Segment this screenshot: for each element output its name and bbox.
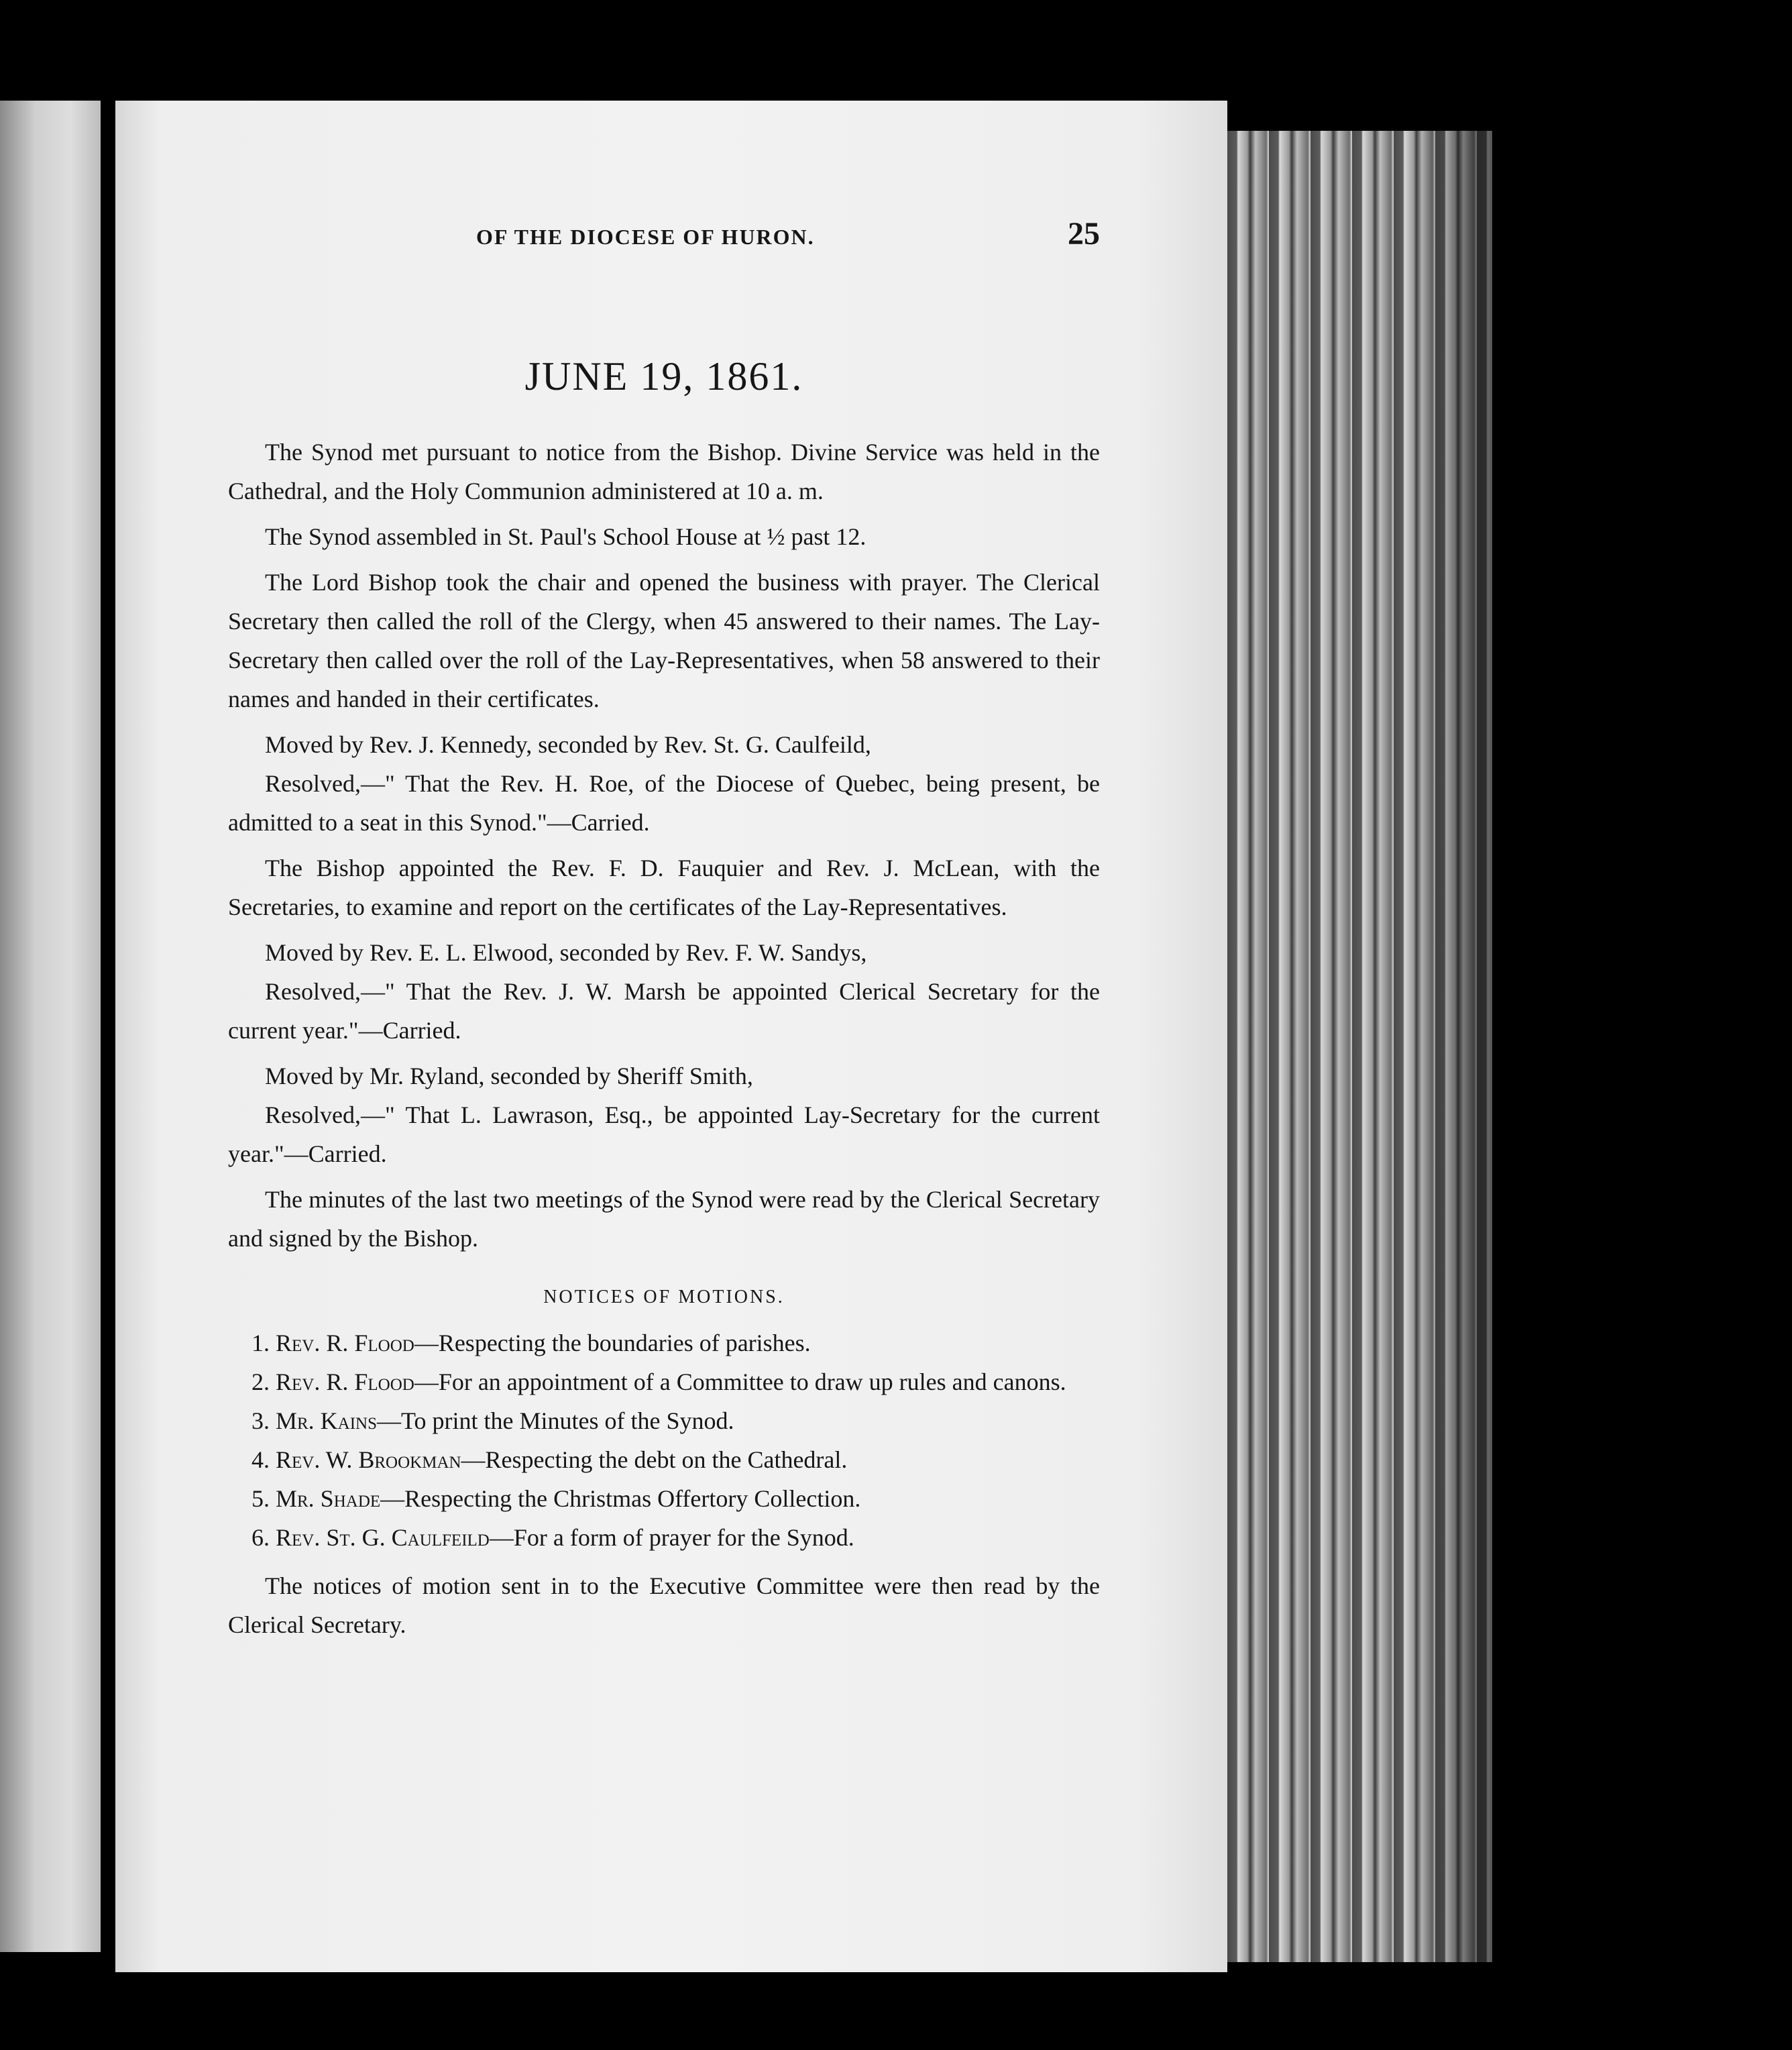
page-number: 25 [1068, 216, 1100, 252]
motion-elwood: Moved by Rev. E. L. Elwood, seconded by Rev. F. W. Sandys, [265, 939, 867, 966]
paragraph-closing: The notices of motion sent in to the Executive Committee were then read by the Clerical Secretary. [228, 1572, 1100, 1638]
page-stack-shadow [1227, 131, 1492, 1962]
notice-item: 5. Mr. Shade—Respecting the Christmas Offertory Collection. [251, 1485, 861, 1512]
running-head-title: OF THE DIOCESE OF HURON. [476, 225, 815, 249]
notice-item: 6. Rev. St. G. Caulfeild—For a form of prayer for the Synod. [251, 1524, 854, 1551]
paragraph-synod-met: The Synod met pursuant to notice from the Bishop. Divine Service was held in the Cathedral, and the Holy Communion administered at 10 a. m. [228, 439, 1100, 504]
page-text-block [228, 215, 1100, 1651]
resolution-lawrason: Resolved,—" That L. Lawrason, Esq., be appointed Lay-Secretary for the current year."—Carried. [228, 1101, 1100, 1167]
book-gutter [101, 101, 115, 1952]
paragraph-minutes: The minutes of the last two meetings of the Synod were read by the Clerical Secretary and signed by the Bishop. [228, 1186, 1100, 1252]
resolution-roe: Resolved,—" That the Rev. H. Roe, of the Diocese of Quebec, being present, be admitted to a seat in this Synod."—Carried. [228, 770, 1100, 836]
notice-item: 2. Rev. R. Flood—For an appointment of a Committee to draw up rules and canons. [251, 1368, 1066, 1395]
notices-heading: NOTICES OF MOTIONS. [543, 1287, 785, 1307]
date-heading: JUNE 19, 1861. [524, 354, 803, 398]
paragraph-synod-assembled: The Synod assembled in St. Paul's School House at ½ past 12. [265, 523, 866, 550]
running-head [228, 215, 1100, 256]
previous-page-edge [0, 101, 101, 1952]
motion-ryland: Moved by Mr. Ryland, seconded by Sheriff Smith, [265, 1063, 753, 1089]
resolution-marsh: Resolved,—" That the Rev. J. W. Marsh be appointed Clerical Secretary for the current year."—Carried. [228, 978, 1100, 1044]
motion-kennedy: Moved by Rev. J. Kennedy, seconded by Rev. St. G. Caulfeild, [265, 731, 871, 758]
notice-item: 1. Rev. R. Flood—Respecting the boundaries of parishes. [251, 1330, 811, 1356]
notice-item: 4. Rev. W. Brookman—Respecting the debt on the Cathedral. [251, 1446, 848, 1473]
notice-item: 3. Mr. Kains—To print the Minutes of the Synod. [251, 1407, 734, 1434]
paragraph-roll-call: The Lord Bishop took the chair and opened the business with prayer. The Clerical Secretary then called the roll of the Clergy, when 45 answered to their names. The Lay-Secretary then called over the roll of the Lay-Representatives, when 58 answered to their names and handed in their certificates. [228, 569, 1100, 712]
paragraph-certificates: The Bishop appointed the Rev. F. D. Fauquier and Rev. J. McLean, with the Secretaries, to examine and report on the certificates of the Lay-Representatives. [228, 855, 1100, 920]
